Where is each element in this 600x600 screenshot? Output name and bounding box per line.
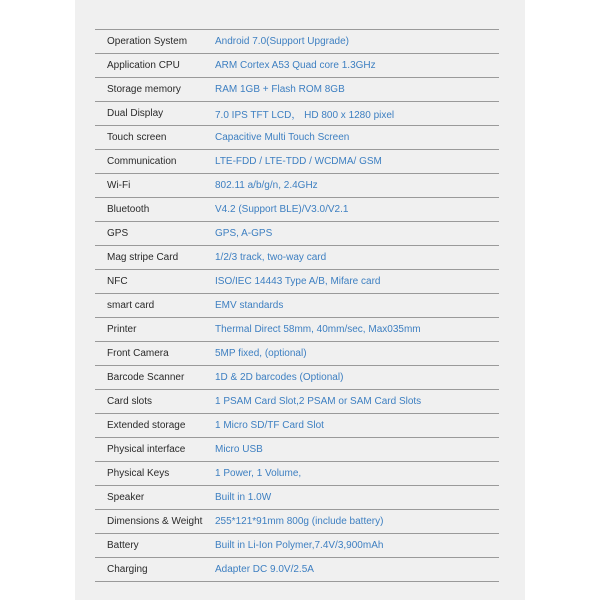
spec-row <box>95 486 499 510</box>
spec-value: Micro USB <box>215 444 263 455</box>
spec-row <box>95 558 499 582</box>
spec-row <box>95 246 499 270</box>
spec-label: Touch screen <box>107 132 167 143</box>
spec-row <box>95 390 499 414</box>
spec-value: 1 Power, 1 Volume, <box>215 468 302 479</box>
spec-label: Mag stripe Card <box>107 252 179 263</box>
spec-label: Physical Keys <box>107 468 170 479</box>
spec-label: Physical interface <box>107 444 186 455</box>
spec-row <box>95 270 499 294</box>
spec-value: GPS, A-GPS <box>215 228 273 239</box>
spec-value: 1 PSAM Card Slot,2 PSAM or SAM Card Slots <box>215 396 422 407</box>
spec-row <box>95 510 499 534</box>
spec-value: RAM 1GB + Flash ROM 8GB <box>215 84 345 95</box>
spec-row <box>95 174 499 198</box>
spec-label: Front Camera <box>107 348 169 359</box>
spec-label: Application CPU <box>107 60 180 71</box>
spec-label: Barcode Scanner <box>107 372 185 383</box>
spec-value: LTE-FDD / LTE-TDD / WCDMA/ GSM <box>215 156 382 167</box>
spec-row <box>95 462 499 486</box>
spec-label: Operation System <box>107 36 188 47</box>
spec-row <box>95 78 499 102</box>
spec-value: Built in 1.0W <box>215 492 272 503</box>
spec-value: 1D & 2D barcodes (Optional) <box>215 372 344 383</box>
spec-value: 255*121*91mm 800g (include battery) <box>215 516 384 527</box>
spec-value: 1/2/3 track, two-way card <box>215 252 327 263</box>
spec-label: Speaker <box>107 492 145 503</box>
spec-row <box>95 414 499 438</box>
spec-row <box>95 54 499 78</box>
spec-row <box>95 534 499 558</box>
spec-value: EMV standards <box>215 300 284 311</box>
spec-row <box>95 342 499 366</box>
spec-label: Bluetooth <box>107 204 150 215</box>
spec-value: ISO/IEC 14443 Type A/B, Mifare card <box>215 276 381 287</box>
spec-label: smart card <box>107 300 155 311</box>
spec-label: Charging <box>107 564 148 575</box>
spec-row <box>95 198 499 222</box>
spec-value: 5MP fixed, (optional) <box>215 348 307 359</box>
spec-value: V4.2 (Support BLE)/V3.0/V2.1 <box>215 204 349 215</box>
spec-label: Extended storage <box>107 420 186 431</box>
spec-label: Communication <box>107 156 177 167</box>
spec-label: Dual Display <box>107 108 164 119</box>
spec-value: Android 7.0(Support Upgrade) <box>215 36 349 47</box>
spec-row <box>95 318 499 342</box>
spec-label: Storage memory <box>107 84 181 95</box>
spec-value: Built in Li-Ion Polymer,7.4V/3,900mAh <box>215 540 384 551</box>
spec-table <box>95 29 499 582</box>
spec-label: Wi-Fi <box>107 180 131 191</box>
spec-row <box>95 30 499 54</box>
spec-value: Adapter DC 9.0V/2.5A <box>215 564 314 575</box>
spec-value: 802.11 a/b/g/n, 2.4GHz <box>215 180 318 191</box>
spec-row <box>95 150 499 174</box>
spec-row <box>95 102 499 126</box>
spec-value: ARM Cortex A53 Quad core 1.3GHz <box>215 60 376 71</box>
spec-label: Printer <box>107 324 137 335</box>
spec-label: NFC <box>107 276 128 287</box>
spec-row <box>95 438 499 462</box>
spec-value: Thermal Direct 58mm, 40mm/sec, Max035mm <box>215 324 421 335</box>
spec-row <box>95 366 499 390</box>
spec-value: Capacitive Multi Touch Screen <box>215 132 350 143</box>
spec-row <box>95 126 499 150</box>
spec-label: Battery <box>107 540 139 551</box>
spec-label: Card slots <box>107 396 153 407</box>
spec-label: Dimensions & Weight <box>107 516 203 527</box>
spec-row <box>95 222 499 246</box>
spec-value: 7.0 IPS TFT LCD， HD 800 x 1280 pixel <box>215 110 395 121</box>
spec-label: GPS <box>107 228 129 239</box>
spec-value: 1 Micro SD/TF Card Slot <box>215 420 324 431</box>
spec-row <box>95 294 499 318</box>
